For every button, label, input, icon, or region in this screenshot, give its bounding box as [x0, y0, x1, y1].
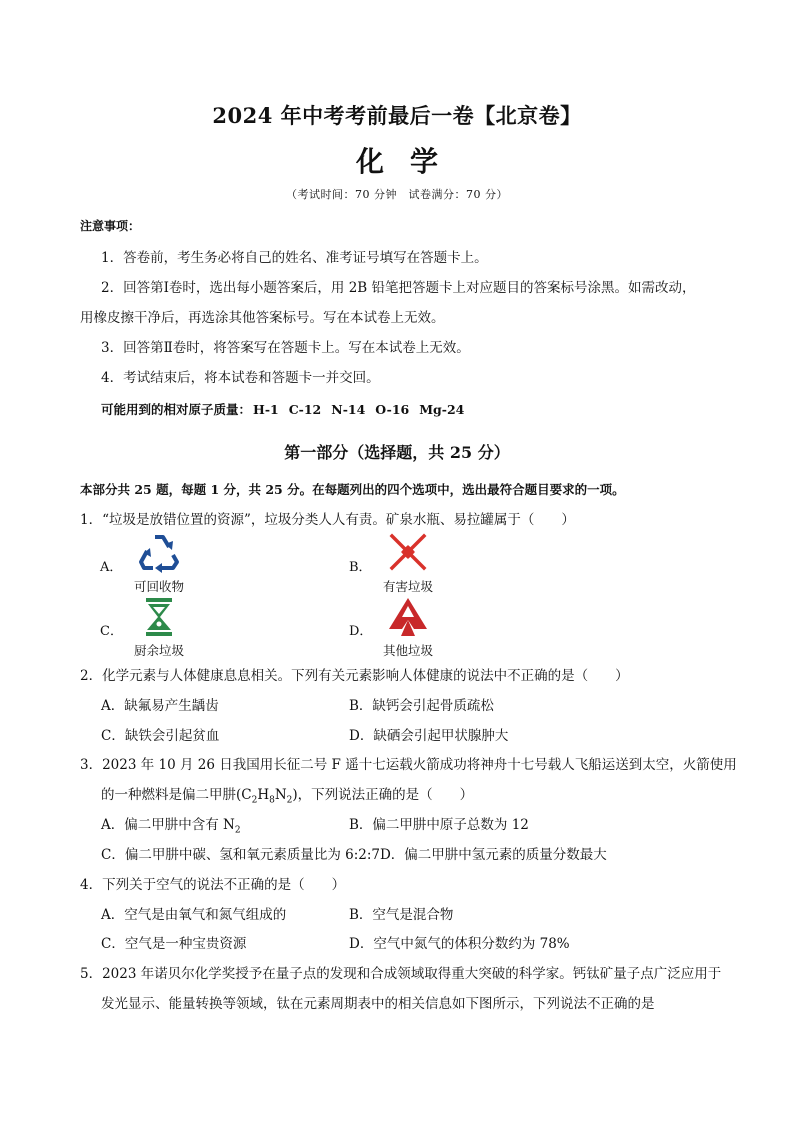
- q3-option-a-sub: 2: [234, 825, 241, 836]
- q3-stem-line1: 3．2023 年 10 月 26 日我国用长征二号 F 遥十七运载火箭成功将神舟十七号载人飞船运送到太空，火箭使用: [80, 757, 737, 773]
- section-title: 第一部分（选择题，共 25 分）: [284, 443, 510, 462]
- q1-option-b-caption: 有害垃圾: [382, 579, 433, 594]
- q1-option-c-caption: 厨余垃圾: [133, 643, 184, 658]
- q1-option-a-caption: 可回收物: [133, 579, 184, 594]
- q2-stem: 2．化学元素与人体健康息息相关。下列有关元素影响人体健康的说法中不正确的是（ ）: [80, 668, 629, 684]
- q5-stem-line2: 发光显示、能量转换等领域，钛在元素周期表中的相关信息如下图所示，下列说法不正确的是: [101, 996, 655, 1012]
- q3-stem-suffix: )，下列说法正确的是（ ）: [292, 787, 474, 803]
- q4-option-b: B．空气是混合物: [349, 907, 454, 923]
- q3-option-a-text: A．偏二甲肼中含有 N: [101, 817, 235, 833]
- q4-option-a: A．空气是由氧气和氮气组成的: [101, 907, 287, 923]
- kitchen-waste-icon: [138, 596, 180, 638]
- notice-item-2-cont: 用橡皮擦干净后，再选涂其他答案标号。写在本试卷上无效。: [80, 310, 445, 326]
- q1-stem: 1．“垃圾是放错位置的资源”，垃圾分类人人有责。矿泉水瓶、易拉罐属于（ ）: [80, 512, 575, 528]
- q4-option-c: C．空气是一种宝贵资源: [101, 936, 247, 952]
- atomic-mass-h: H-1: [253, 402, 279, 417]
- q3-formula-sub-h: 8: [269, 795, 275, 806]
- q1-option-c-letter: C．: [100, 624, 123, 639]
- q1-option-b-letter: B．: [349, 560, 372, 575]
- subject-title: 化学: [355, 145, 464, 178]
- exam-title: 2024 年中考考前最后一卷【北京卷】: [212, 103, 582, 128]
- q2-option-c: C．缺铁会引起贫血: [101, 728, 220, 744]
- q3-stem-prefix: 的一种燃料是偏二甲肼(C: [101, 787, 252, 803]
- hazardous-icon: [387, 531, 429, 573]
- q3-formula-n: N: [274, 787, 287, 803]
- q4-option-d: D．空气中氮气的体积分数约为 78%: [349, 936, 570, 952]
- q3-option-a: [101, 813, 241, 836]
- q1-option-d-letter: D．: [349, 624, 373, 639]
- notice-item-1: 1．答卷前，考生务必将自己的姓名、准考证号填写在答题卡上。: [101, 250, 488, 266]
- other-waste-icon: [387, 596, 429, 638]
- exam-info: （考试时间：70 分钟 试卷满分：70 分）: [286, 188, 508, 201]
- atomic-mass-c: C-12: [288, 402, 322, 417]
- notice-heading: 注意事项：: [80, 219, 141, 233]
- section-intro: 本部分共 25 题，每题 1 分，共 25 分。在每题列出的四个选项中，选出最符合题目要求的一项。: [80, 482, 625, 497]
- q2-option-a: A．缺氟易产生龋齿: [101, 698, 219, 714]
- q2-option-b: B．缺钙会引起骨质疏松: [349, 698, 494, 714]
- q1-option-d-caption: 其他垃圾: [382, 643, 433, 658]
- q3-formula-h: H: [257, 787, 270, 803]
- q5-stem-line1: 5．2023 年诺贝尔化学奖授予在量子点的发现和合成领域取得重大突破的科学家。钙钛矿量子点广泛应用于: [80, 966, 722, 982]
- atomic-mass-n: N-14: [331, 402, 366, 417]
- atomic-masses: [101, 400, 474, 418]
- q3-option-b: B．偏二甲肼中原子总数为 12: [349, 817, 529, 833]
- atomic-label: 可能用到的相对原子质量：: [101, 402, 252, 417]
- q3-formula-sub-c: 2: [251, 795, 258, 806]
- q4-stem: 4．下列关于空气的说法不正确的是（ ）: [80, 877, 346, 893]
- notice-item-2: 2．回答第Ⅰ卷时，选出每小题答案后，用 2B 铅笔把答题卡上对应题目的答案标号涂黑。如需改动，: [101, 280, 696, 296]
- q3-option-cd: C．偏二甲肼中碳、氢和氧元素质量比为 6:2:7D．偏二甲肼中氢元素的质量分数最大: [101, 847, 607, 863]
- atomic-mass-mg: Mg-24: [419, 402, 465, 417]
- recycle-icon: [138, 531, 180, 573]
- notice-item-3: 3．回答第Ⅱ卷时，将答案写在答题卡上。写在本试卷上无效。: [101, 340, 470, 356]
- q3-formula-sub-n: 2: [286, 795, 293, 806]
- q2-option-d: D．缺硒会引起甲状腺肿大: [349, 728, 509, 744]
- q1-option-a-letter: A．: [100, 560, 123, 575]
- atomic-mass-o: O-16: [375, 402, 410, 417]
- notice-item-4: 4．考试结束后，将本试卷和答题卡一并交回。: [101, 370, 380, 386]
- q3-stem-line2: [101, 783, 473, 806]
